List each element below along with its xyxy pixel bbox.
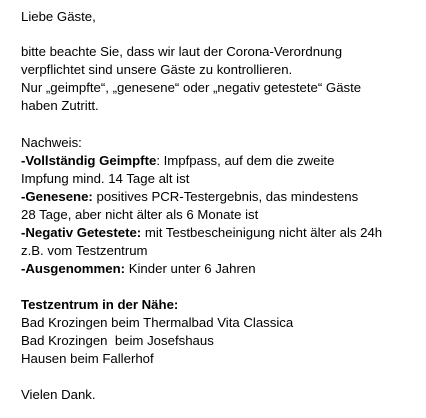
proof-recovered-line xyxy=(21,188,358,206)
greeting: Liebe Gäste, xyxy=(21,9,96,24)
proof-heading: Nachweis: xyxy=(21,135,82,150)
vaccinated-label: -Vollständig Geimpfte xyxy=(21,153,157,168)
recovered-label: -Genesene: xyxy=(21,189,93,204)
closing: Vielen Dank. xyxy=(21,387,96,402)
tested-text: mit Testbescheinigung nicht älter als 24h xyxy=(141,225,383,240)
intro-line-4: haben Zutritt. xyxy=(21,98,99,113)
intro-line-2: verpflichtet sind unsere Gäste zu kontrollieren. xyxy=(21,62,293,77)
proof-tested-line xyxy=(21,224,382,242)
proof-tested-line-2: z.B. vom Testzentrum xyxy=(21,243,148,258)
test-center-3: Hausen beim Fallerhof xyxy=(21,351,154,366)
tested-label: -Negativ Getestete: xyxy=(21,225,142,240)
test-center-1: Bad Krozingen beim Thermalbad Vita Classica xyxy=(21,315,294,330)
vaccinated-text: : Impfpass, auf dem die zweite xyxy=(156,153,335,168)
intro-line-3: Nur „geimpfte“, „genesene“ oder „negativ getestete“ Gäste xyxy=(21,80,362,95)
intro-line-1: bitte beachte Sie, dass wir laut der Corona-Verordnung xyxy=(21,44,343,59)
proof-vaccinated-line xyxy=(21,152,334,170)
exempt-label: -Ausgenommen: xyxy=(21,261,126,276)
test-center-heading: Testzentrum in der Nähe: xyxy=(21,297,179,312)
proof-recovered-line-2: 28 Tage, aber nicht älter als 6 Monate ist xyxy=(21,207,259,222)
proof-vaccinated-line-2: Impfung mind. 14 Tage alt ist xyxy=(21,171,190,186)
test-center-2: Bad Krozingen beim Josefshaus xyxy=(21,333,214,348)
exempt-text: Kinder unter 6 Jahren xyxy=(125,261,256,276)
proof-exempt-line xyxy=(21,260,256,278)
recovered-text: positives PCR-Testergebnis, das mindestens xyxy=(92,189,359,204)
